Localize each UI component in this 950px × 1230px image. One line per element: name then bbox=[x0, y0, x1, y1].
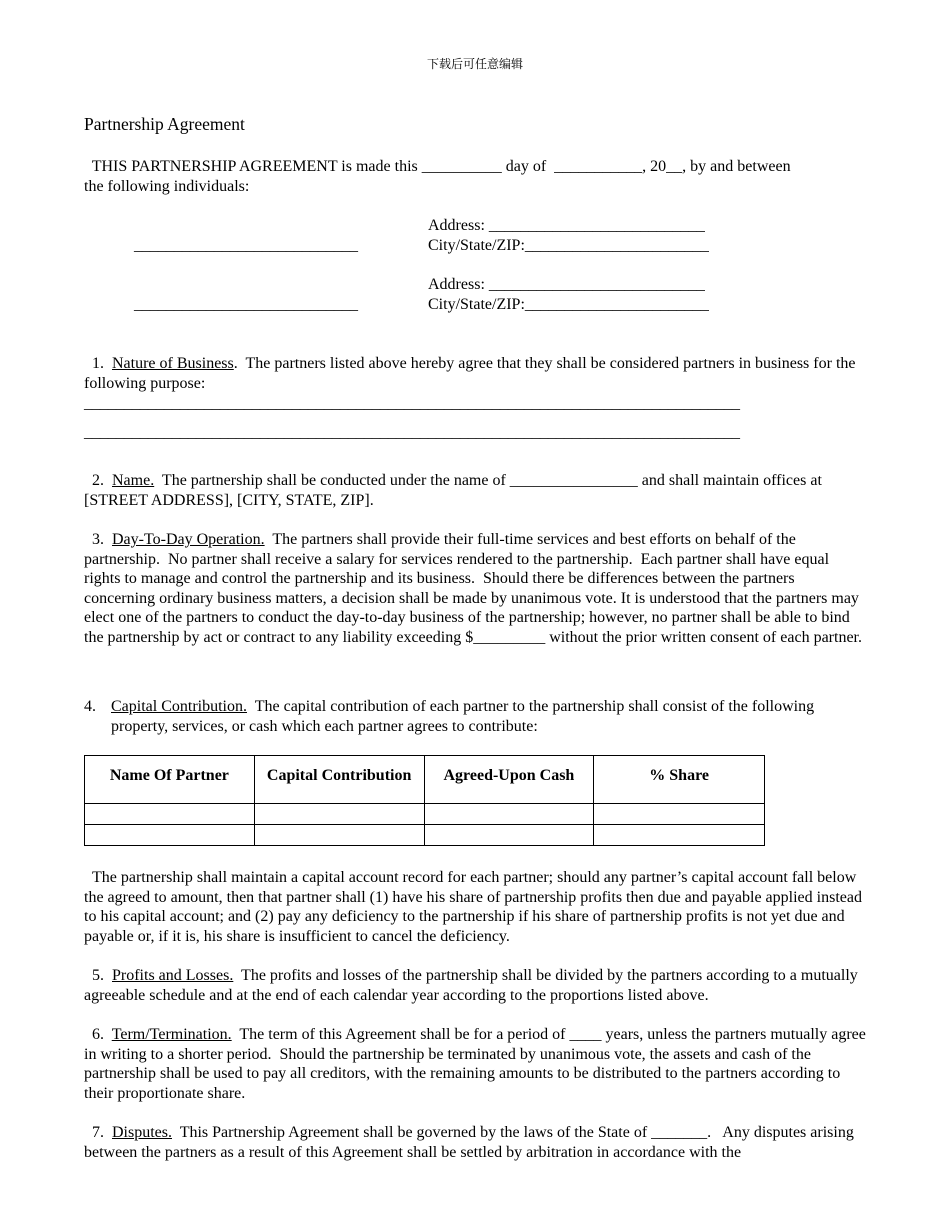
section-6-heading: Term/Termination. bbox=[111, 1026, 232, 1043]
section-7-disputes bbox=[84, 1123, 866, 1162]
section-7-text: This Partnership Agreement shall be governed by the laws of the State of _______. Any disputes arising between the partners as a result of this Agreement shall be settled by arbitration in accordance with the bbox=[84, 1124, 858, 1161]
intro-line-2: the following individuals: bbox=[84, 178, 250, 195]
section-5-number: 5. bbox=[84, 967, 112, 984]
table-cell bbox=[424, 804, 594, 825]
section-7-number: 7. bbox=[84, 1124, 112, 1141]
capital-contribution-table bbox=[84, 755, 765, 846]
intro-line-1: THIS PARTNERSHIP AGREEMENT is made this __________ day of ___________, 20__, by and between bbox=[84, 158, 791, 175]
section-2-text: The partnership shall be conducted under the name of ________________ and shall maintain offices at [STREET ADDRESS], [CITY, STATE, ZIP]. bbox=[84, 472, 826, 509]
purpose-blank-line-2: __________________________________________________________________________________ bbox=[84, 424, 740, 441]
section-2-number: 2. bbox=[84, 472, 112, 489]
table-row bbox=[85, 804, 765, 825]
section-4-text: The capital contribution of each partner to the partnership shall consist of the following property, services, or cash which each partner agrees to contribute: bbox=[111, 698, 819, 735]
party-1-name-line: ____________________________ bbox=[134, 237, 358, 254]
party-1-address: Address: ___________________________ bbox=[428, 217, 705, 234]
section-1-number: 1. bbox=[84, 355, 112, 372]
section-4-capital-contribution bbox=[111, 697, 866, 736]
section-1-heading: Nature of Business bbox=[112, 355, 234, 372]
document-title: Partnership Agreement bbox=[84, 114, 245, 134]
table-row bbox=[85, 825, 765, 846]
table-cell bbox=[254, 825, 424, 846]
section-5-heading: Profits and Losses. bbox=[112, 967, 234, 984]
table-header-row bbox=[85, 756, 765, 804]
capital-account-paragraph: The partnership shall maintain a capital account record for each partner; should any partner’s capital account fall below the agreed to amount, then that partner shall (1) have his share of partnership profits then due and payable applied instead to his capital account; and (2) pay any deficiency to the partnership if his share of partnership profits is not yet due and payable or, if it is, his share is insufficient to cancel the deficiency. bbox=[84, 869, 866, 945]
section-6-number: 6. bbox=[84, 1026, 112, 1043]
section-5-text: The profits and losses of the partnership shall be divided by the partners according to a mutually agreeable schedule and at the end of each calendar year according to the proportions listed above. bbox=[84, 967, 862, 1004]
section-4-heading: Capital Contribution. bbox=[111, 698, 247, 715]
table-cell bbox=[85, 825, 255, 846]
section-1-text: . The partners listed above hereby agree that they shall be considered partners in business for the following purpose: bbox=[84, 355, 860, 392]
table-cell bbox=[594, 804, 765, 825]
section-2-name bbox=[84, 471, 866, 510]
party-2-name-line: ____________________________ bbox=[134, 296, 358, 313]
section-3-heading: Day-To-Day Operation. bbox=[112, 531, 265, 548]
header-agreed-upon-cash: Agreed-Upon Cash bbox=[424, 756, 594, 804]
party-2-address: Address: ___________________________ bbox=[428, 276, 705, 293]
table-cell bbox=[424, 825, 594, 846]
section-3-day-to-day-operation bbox=[84, 530, 866, 648]
section-3-text: The partners shall provide their full-time services and best efforts on behalf of the partnership. No partner shall receive a salary for services rendered to the partnership. Each partner shall have equal rights to manage and control the partnership and its business. Should there be differences between the partners concerning ordinary business matters, a decision shall be made by unanimous vote. It is understood that the partners may elect one of the partners to conduct the day-to-day business of the partnership; however, no partner shall be able to bind the partnership by act or contract to any liability exceeding $_________ without the prior written consent of each partner. bbox=[84, 531, 863, 646]
section-3-number: 3. bbox=[84, 531, 112, 548]
table-cell bbox=[254, 804, 424, 825]
section-6-text: The term of this Agreement shall be for a period of ____ years, unless the partners mutually agree in writing to a shorter period. Should the partnership be terminated by unanimous vote, the assets and cash of the partnership shall be used to pay all creditors, with the remaining amounts to be distributed to the partners according to their proportionate share. bbox=[84, 1026, 870, 1102]
table-cell bbox=[594, 825, 765, 846]
header-percent-share: % Share bbox=[594, 756, 765, 804]
table-cell bbox=[85, 804, 255, 825]
section-7-heading: Disputes. bbox=[112, 1124, 172, 1141]
section-5-profits-and-losses bbox=[84, 966, 866, 1005]
header-note: 下载后可任意编辑 bbox=[426, 57, 523, 71]
party-1-city: City/State/ZIP:_______________________ bbox=[428, 237, 709, 254]
purpose-blank-line-1: __________________________________________________________________________________ bbox=[84, 395, 740, 412]
section-1-nature-of-business bbox=[84, 354, 866, 393]
header-capital-contribution: Capital Contribution bbox=[254, 756, 424, 804]
section-4-number: 4. bbox=[84, 698, 96, 715]
section-2-heading: Name. bbox=[112, 472, 155, 489]
header-name-of-partner: Name Of Partner bbox=[85, 756, 255, 804]
section-6-term-termination bbox=[84, 1025, 870, 1103]
party-2-city: City/State/ZIP:_______________________ bbox=[428, 296, 709, 313]
